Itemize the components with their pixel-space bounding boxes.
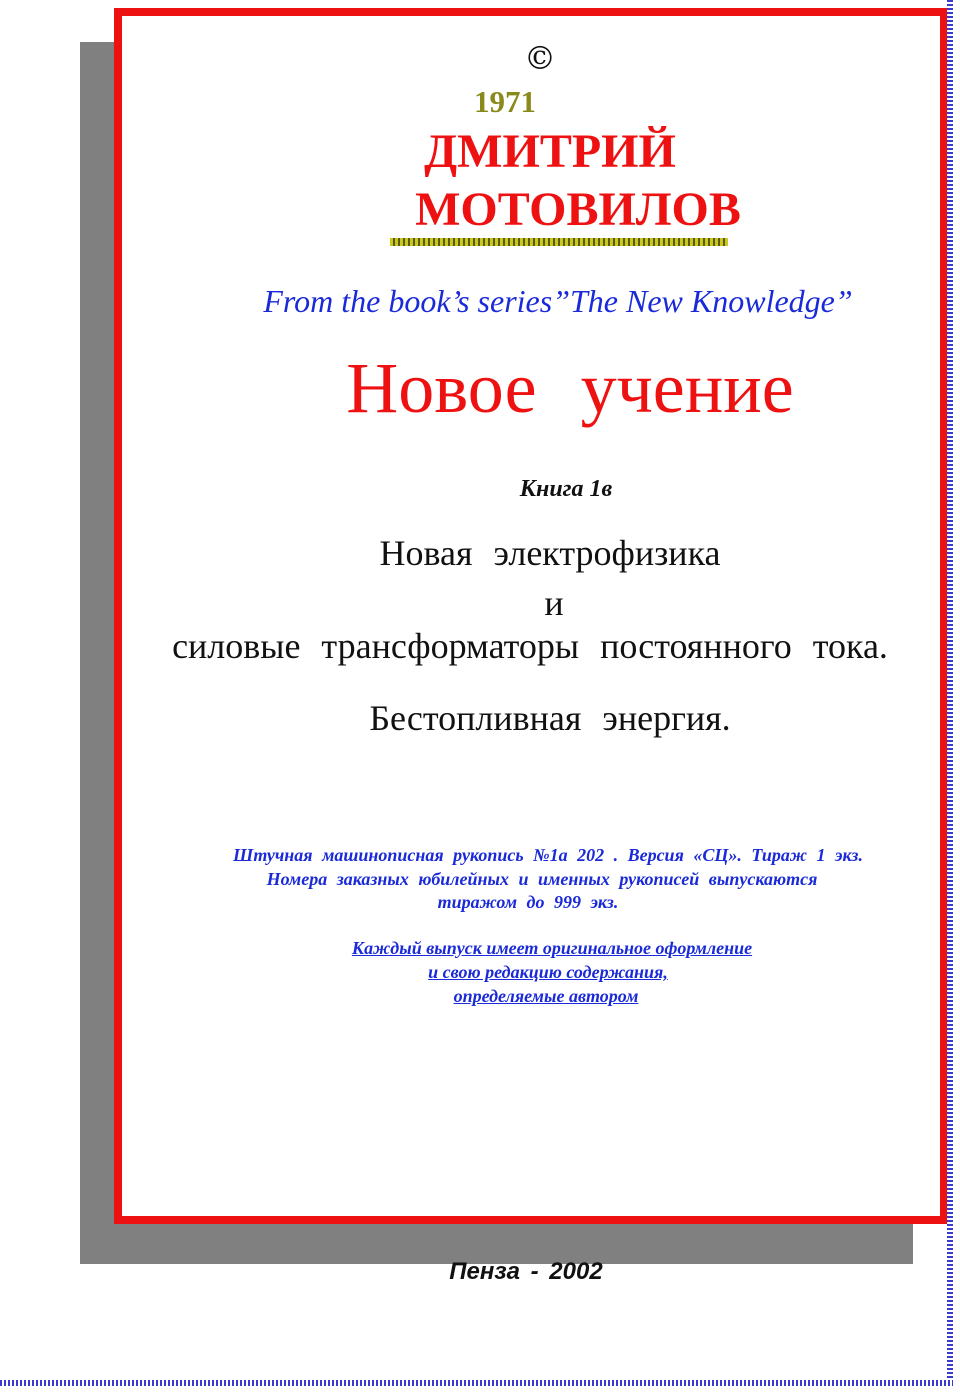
subtitle-line-2: и	[544, 583, 564, 623]
subtitle-line-4: Бестопливная энергия.	[369, 698, 731, 738]
author-first-name: ДМИТРИЙ	[424, 125, 676, 178]
edition-note-line-2: и свою редакцию содержания,	[428, 962, 668, 982]
main-title: Новое учение	[346, 348, 794, 428]
author-last-name: МОТОВИЛОВ	[415, 183, 741, 236]
page-border-bottom	[0, 1380, 953, 1386]
book-label: Книга 1в	[519, 476, 613, 502]
copyright-symbol: ©	[524, 39, 556, 77]
year: 1971	[474, 84, 536, 119]
subtitle-line-3: силовые трансформаторы постоянного тока.	[172, 626, 888, 666]
subtitle-line-1: Новая электрофизика	[379, 533, 721, 573]
manuscript-note-line-1: Штучная машинописная рукопись №1а 202 . Версия «СЦ». Тираж 1 экз.	[233, 845, 863, 865]
edition-note-line-3: определяемые автором	[453, 986, 639, 1006]
edition-note-line-1: Каждый выпуск имеет оригинальное оформление	[351, 938, 753, 958]
series-title: From the book’s series”The New Knowledge”	[263, 283, 853, 319]
manuscript-note-line-3: тиражом до 999 экз.	[437, 892, 619, 912]
decorative-underline	[390, 238, 728, 246]
manuscript-note-line-2: Номера заказных юбилейных и именных рукописей выпускаются	[266, 869, 818, 889]
city-year: Пенза - 2002	[449, 1258, 603, 1285]
